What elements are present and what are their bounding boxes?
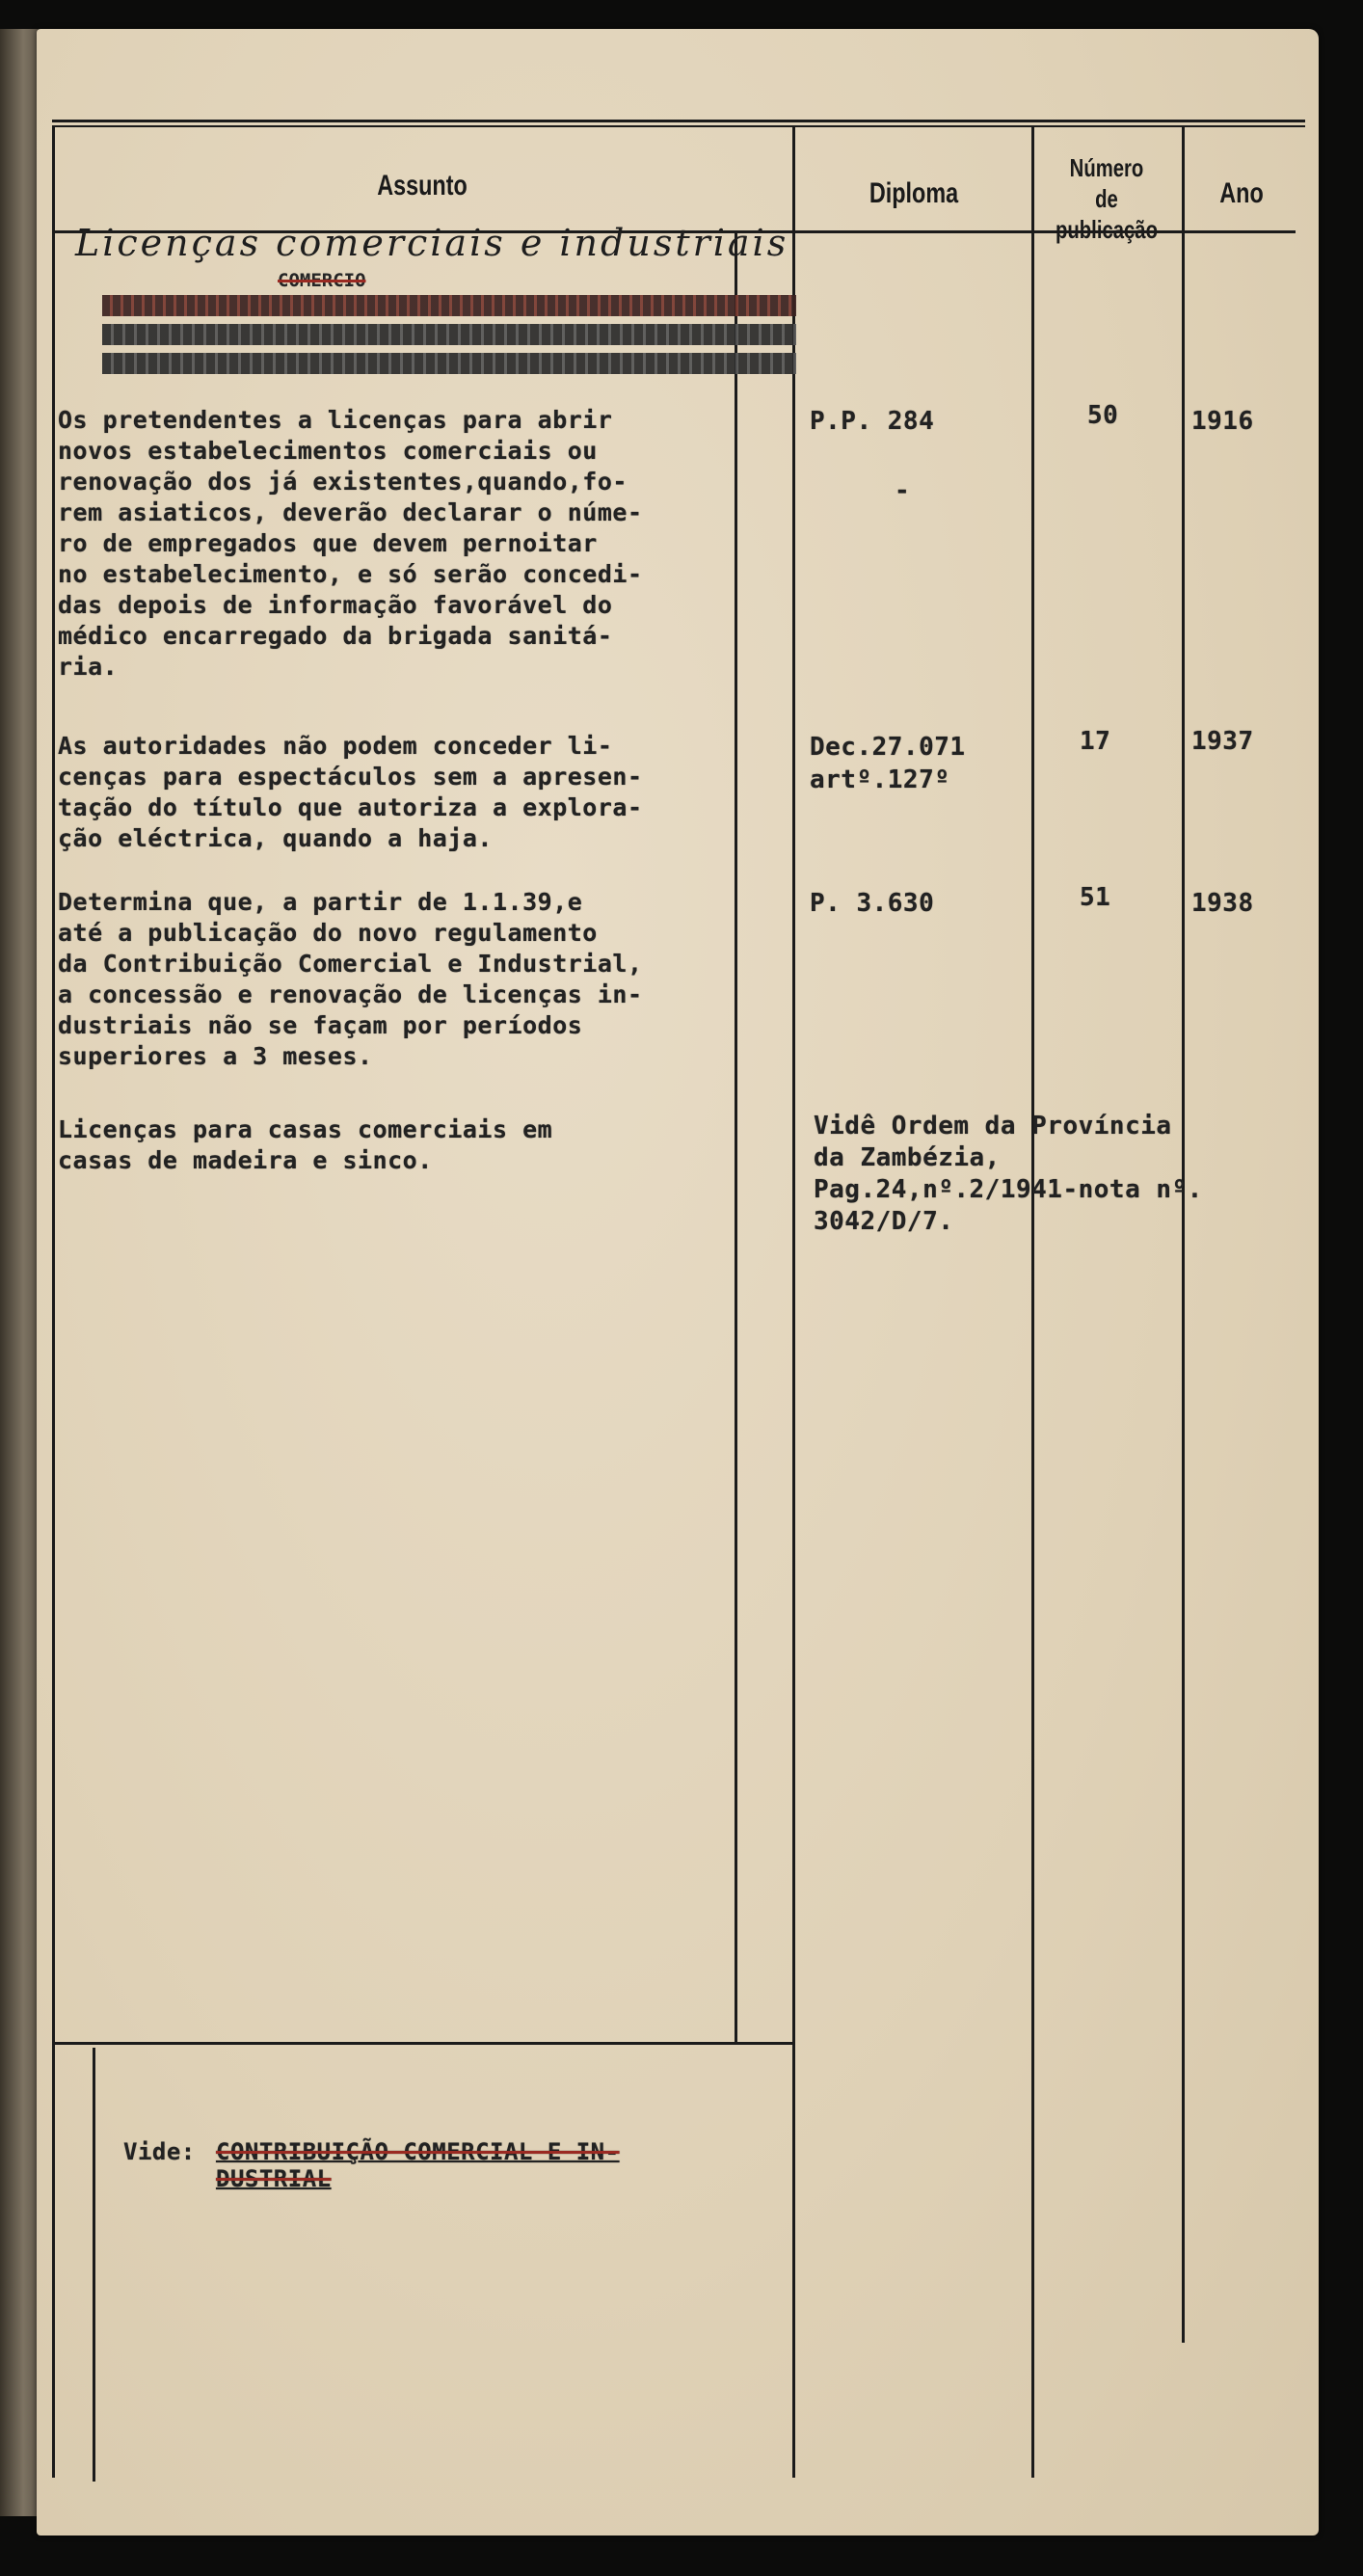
diploma-dash: -: [895, 476, 911, 505]
reference-target[interactable]: [216, 2111, 620, 2192]
struck-heading: COMERCIO: [278, 270, 366, 291]
struck-line-2: [102, 324, 796, 345]
header-ano: Ano: [1219, 177, 1264, 209]
reference-target-text: CONTRIBUIÇÃO COMERCIAL E IN- DUSTRIAL: [216, 2138, 620, 2192]
entry-numero: 50: [1087, 401, 1119, 430]
top-rule: [52, 120, 1305, 122]
struck-line-3: [102, 353, 796, 374]
index-card: [37, 29, 1319, 2536]
entry-numero: 17: [1080, 727, 1111, 756]
entry-diploma: P.P. 284: [810, 407, 935, 436]
entry-diploma: P. 3.630: [810, 889, 935, 918]
entry-text: Os pretendentes a licenças para abrir novos estabelecimentos comerciais ou renovação dos já existentes,quando,fo- rem asiaticos, deverão declarar o núme- ro de empregados que devem pernoitar no estabelecimento, e só serão concedi- das depois de informação favorável do médico encarregado da brigada sanitá- ria.: [58, 406, 643, 681]
entry-ano: 1938: [1191, 889, 1254, 918]
numero-rule: [1031, 125, 1034, 2478]
reference-inner-rule: [93, 2048, 95, 2482]
entry-numero: 51: [1080, 883, 1111, 912]
header-assunto: Assunto: [377, 170, 468, 201]
reference-label: Vide:: [123, 2138, 196, 2165]
header-diploma: Diploma: [869, 177, 959, 209]
entry-text: Determina que, a partir de 1.1.39,e até a publicação do novo regulamento da Contribuição Comercial e Industrial, a concessão e renovação de licenças in- dustriais não se façam por períodos superiores a 3 meses.: [58, 888, 643, 1070]
entry-text: Licenças para casas comerciais em casas de madeira e sinco.: [58, 1115, 553, 1174]
entry-ano: 1937: [1191, 727, 1254, 756]
left-border: [52, 125, 55, 2478]
entry-diploma-note: Vidê Ordem da Província da Zambézia, Pag.24,nº.2/1941-nota nº. 3042/D/7.: [814, 1112, 1203, 1236]
entry-diploma: Dec.27.071 artº.127º: [810, 733, 966, 794]
struck-line-1: [102, 295, 796, 316]
top-rule-inner: [52, 125, 1305, 127]
reference-rule: [52, 2042, 794, 2045]
entry-ano: 1916: [1191, 407, 1254, 436]
reference-block: [123, 2111, 196, 2165]
header-numero: Número de publicação: [1056, 153, 1158, 244]
subject-title: Licenças comerciais e industriais: [75, 222, 789, 264]
entry-text: As autoridades não podem conceder li- cenças para espectáculos sem a apresen- tação do título que autoriza a explora- ção eléctrica, quando a haja.: [58, 732, 643, 852]
diploma-rule: [792, 125, 795, 2478]
